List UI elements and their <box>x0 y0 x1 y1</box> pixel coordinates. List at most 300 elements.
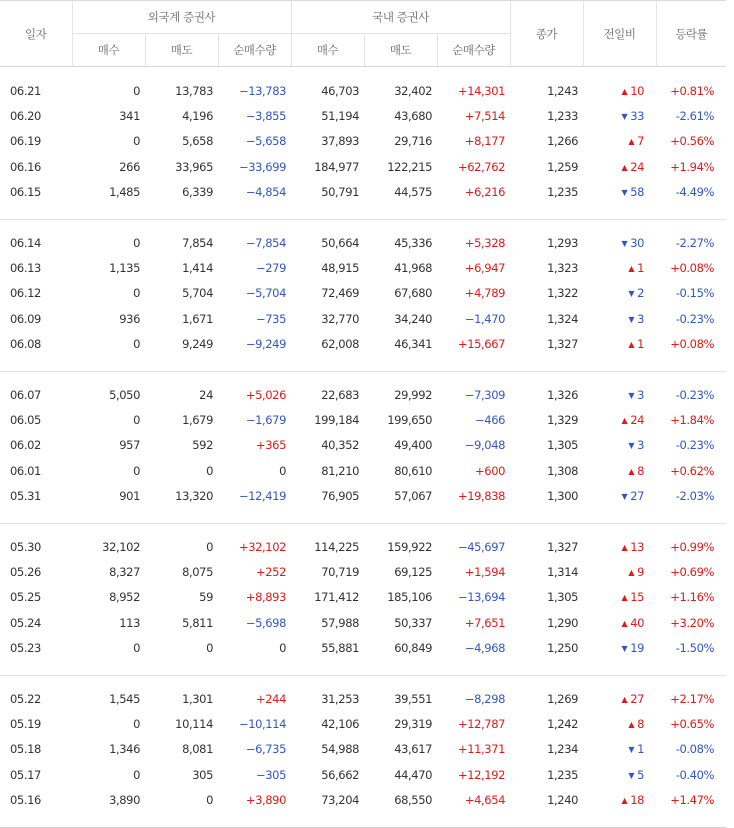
domestic-sell-cell: 69,125 <box>394 564 433 579</box>
header-date: 일자 <box>0 1 72 67</box>
foreign-net-cell: −10,114 <box>238 716 287 731</box>
foreign-buy-cell: 1,485 <box>109 185 140 200</box>
domestic-buy-cell: 32,770 <box>321 311 360 326</box>
change-value: 8 <box>637 716 645 731</box>
header-domestic-sell: 매도 <box>364 34 437 67</box>
date-cell: 06.13 <box>10 261 41 276</box>
domestic-buy-cell: 50,791 <box>321 185 360 200</box>
foreign-sell-cell: 10,114 <box>175 716 213 731</box>
domestic-buy-cell: 22,683 <box>321 387 360 402</box>
foreign-buy-cell: 341 <box>119 109 140 124</box>
change-value: 24 <box>630 412 645 427</box>
triangle-down-icon: ▼ <box>621 112 628 122</box>
foreign-net-cell: −12,419 <box>238 489 287 504</box>
date-cell: 05.25 <box>10 590 41 605</box>
rate-cell: -0.08% <box>675 742 715 757</box>
domestic-net-cell: −13,694 <box>457 590 506 605</box>
domestic-sell-cell: 41,968 <box>394 261 433 276</box>
foreign-buy-cell: 8,952 <box>109 590 140 605</box>
triangle-down-icon: ▼ <box>621 492 628 502</box>
domestic-sell-cell: 49,400 <box>394 438 433 453</box>
triangle-up-icon: ▲ <box>628 264 635 274</box>
domestic-sell-cell: 29,992 <box>394 387 433 402</box>
triangle-up-icon: ▲ <box>628 567 635 577</box>
foreign-net-cell: +32,102 <box>238 539 287 554</box>
date-cell: 05.30 <box>10 539 41 554</box>
close-price-cell: 1,250 <box>547 641 579 656</box>
domestic-buy-cell: 62,008 <box>321 337 360 352</box>
table-row <box>0 737 726 762</box>
table-row <box>0 433 726 458</box>
table-row <box>0 129 726 154</box>
triangle-up-icon: ▲ <box>628 466 635 476</box>
table-row <box>0 281 726 306</box>
domestic-buy-cell: 199,184 <box>314 412 360 427</box>
domestic-net-cell: +1,594 <box>464 564 506 579</box>
foreign-sell-cell: 5,658 <box>182 134 213 149</box>
close-price-cell: 1,305 <box>547 438 579 453</box>
group-divider <box>0 205 726 220</box>
close-price-cell: 1,293 <box>547 235 579 250</box>
domestic-sell-cell: 43,680 <box>394 109 433 124</box>
date-cell: 06.01 <box>10 463 41 478</box>
domestic-sell-cell: 34,240 <box>394 311 433 326</box>
domestic-net-cell: −4,968 <box>464 641 506 656</box>
rate-cell: +0.08% <box>670 337 715 352</box>
group-spacer <box>0 371 726 382</box>
table-body <box>0 67 726 828</box>
group-divider <box>0 813 726 828</box>
change-cell <box>583 332 656 357</box>
foreign-buy-cell: 113 <box>119 615 140 630</box>
date-cell: 05.31 <box>10 489 41 504</box>
rate-cell: -1.50% <box>675 641 715 656</box>
rate-cell: -0.23% <box>675 387 715 402</box>
domestic-net-cell: +4,789 <box>464 286 506 301</box>
change-value: 3 <box>637 311 645 326</box>
domestic-net-cell: +6,216 <box>464 185 506 200</box>
close-price-cell: 1,314 <box>547 564 579 579</box>
domestic-buy-cell: 72,469 <box>321 286 360 301</box>
triangle-up-icon: ▲ <box>621 796 628 806</box>
header-domestic-net: 순매수량 <box>437 34 510 67</box>
foreign-sell-cell: 24 <box>199 387 213 402</box>
domestic-sell-cell: 45,336 <box>394 235 433 250</box>
foreign-net-cell: −9,249 <box>245 337 287 352</box>
foreign-sell-cell: 7,854 <box>182 235 213 250</box>
domestic-sell-cell: 44,470 <box>394 767 433 782</box>
table-row <box>0 154 726 179</box>
triangle-up-icon: ▲ <box>621 162 628 172</box>
foreign-net-cell: +3,890 <box>245 793 287 808</box>
rate-cell: +0.56% <box>670 134 715 149</box>
triangle-down-icon: ▼ <box>621 238 628 248</box>
date-cell: 05.24 <box>10 615 41 630</box>
domestic-buy-cell: 76,905 <box>321 489 360 504</box>
table-row <box>0 534 726 559</box>
close-price-cell: 1,326 <box>547 387 579 402</box>
foreign-buy-cell: 0 <box>133 286 140 301</box>
domestic-buy-cell: 50,664 <box>321 235 360 250</box>
foreign-sell-cell: 59 <box>199 590 213 605</box>
rate-cell: +1.16% <box>670 590 715 605</box>
group-spacer <box>0 523 726 534</box>
domestic-net-cell: +62,762 <box>457 159 506 174</box>
domestic-buy-cell: 70,719 <box>321 564 360 579</box>
foreign-net-cell: −279 <box>256 261 287 276</box>
group-spacer <box>0 67 726 79</box>
close-price-cell: 1,242 <box>547 716 579 731</box>
change-cell <box>583 407 656 432</box>
table-row <box>0 787 726 812</box>
header-close: 종가 <box>510 1 583 67</box>
close-price-cell: 1,290 <box>547 615 579 630</box>
domestic-sell-cell: 199,650 <box>387 412 433 427</box>
foreign-buy-cell: 266 <box>119 159 140 174</box>
rate-cell: +0.65% <box>670 716 715 731</box>
domestic-net-cell: +11,371 <box>457 742 506 757</box>
change-cell <box>583 433 656 458</box>
foreign-net-cell: −1,679 <box>245 412 287 427</box>
close-price-cell: 1,243 <box>547 83 579 98</box>
foreign-buy-cell: 0 <box>133 337 140 352</box>
foreign-sell-cell: 1,414 <box>182 261 213 276</box>
change-cell <box>583 255 656 280</box>
change-value: 1 <box>637 742 645 757</box>
domestic-net-cell: −1,470 <box>464 311 506 326</box>
table-row <box>0 711 726 736</box>
foreign-sell-cell: 1,301 <box>182 691 213 706</box>
foreign-net-cell: +365 <box>256 438 287 453</box>
foreign-sell-cell: 1,679 <box>182 412 213 427</box>
date-cell: 05.22 <box>10 691 41 706</box>
change-value: 18 <box>630 793 645 808</box>
foreign-sell-cell: 8,075 <box>182 564 213 579</box>
foreign-buy-cell: 901 <box>119 489 140 504</box>
domestic-buy-cell: 37,893 <box>321 134 360 149</box>
domestic-buy-cell: 46,703 <box>321 83 360 98</box>
triangle-down-icon: ▼ <box>621 188 628 198</box>
table-row <box>0 332 726 357</box>
foreign-buy-cell: 0 <box>133 134 140 149</box>
domestic-net-cell: −9,048 <box>464 438 506 453</box>
change-cell <box>583 686 656 711</box>
domestic-net-cell: +14,301 <box>457 83 506 98</box>
domestic-buy-cell: 184,977 <box>314 159 360 174</box>
change-cell <box>583 737 656 762</box>
table-row <box>0 635 726 660</box>
rate-cell: +3.20% <box>670 615 715 630</box>
foreign-net-cell: 0 <box>279 641 287 656</box>
domestic-sell-cell: 60,849 <box>394 641 433 656</box>
table-row <box>0 78 726 103</box>
header-domestic-brokers: 국내 증권사 <box>291 1 510 34</box>
rate-cell: +1.94% <box>670 159 715 174</box>
domestic-net-cell: +7,514 <box>464 109 506 124</box>
foreign-buy-cell: 1,346 <box>109 742 140 757</box>
foreign-sell-cell: 5,704 <box>182 286 213 301</box>
header-rate: 등락률 <box>656 1 726 67</box>
domestic-sell-cell: 67,680 <box>394 286 433 301</box>
foreign-sell-cell: 305 <box>192 767 213 782</box>
date-cell: 05.19 <box>10 716 41 731</box>
domestic-buy-cell: 54,988 <box>321 742 360 757</box>
date-cell: 06.12 <box>10 286 41 301</box>
close-price-cell: 1,323 <box>547 261 579 276</box>
change-cell <box>583 534 656 559</box>
foreign-net-cell: −33,699 <box>238 159 287 174</box>
change-value: 3 <box>637 387 645 402</box>
foreign-sell-cell: 0 <box>206 539 213 554</box>
change-value: 1 <box>637 337 645 352</box>
change-value: 5 <box>637 767 645 782</box>
domestic-net-cell: +8,177 <box>464 134 506 149</box>
close-price-cell: 1,322 <box>547 286 579 301</box>
date-cell: 06.05 <box>10 412 41 427</box>
date-cell: 05.26 <box>10 564 41 579</box>
change-value: 7 <box>637 134 645 149</box>
domestic-buy-cell: 55,881 <box>321 641 360 656</box>
change-cell <box>583 103 656 128</box>
foreign-buy-cell: 936 <box>119 311 140 326</box>
domestic-net-cell: +6,947 <box>464 261 506 276</box>
table-row <box>0 382 726 407</box>
foreign-buy-cell: 0 <box>133 716 140 731</box>
foreign-net-cell: −5,704 <box>245 286 287 301</box>
triangle-up-icon: ▲ <box>628 137 635 147</box>
foreign-buy-cell: 0 <box>133 767 140 782</box>
group-spacer <box>0 219 726 230</box>
change-value: 13 <box>630 539 645 554</box>
triangle-up-icon: ▲ <box>621 415 628 425</box>
close-price-cell: 1,305 <box>547 590 579 605</box>
domestic-sell-cell: 122,215 <box>387 159 433 174</box>
domestic-sell-cell: 29,319 <box>394 716 433 731</box>
close-price-cell: 1,327 <box>547 337 579 352</box>
close-price-cell: 1,259 <box>547 159 579 174</box>
change-value: 8 <box>637 463 645 478</box>
foreign-buy-cell: 0 <box>133 463 140 478</box>
table-row <box>0 103 726 128</box>
domestic-buy-cell: 51,194 <box>321 109 360 124</box>
date-cell: 05.23 <box>10 641 41 656</box>
table-row <box>0 610 726 635</box>
domestic-sell-cell: 43,617 <box>394 742 433 757</box>
group-divider <box>0 357 726 372</box>
domestic-buy-cell: 171,412 <box>314 590 360 605</box>
domestic-net-cell: +5,328 <box>464 235 506 250</box>
domestic-buy-cell: 56,662 <box>321 767 360 782</box>
domestic-sell-cell: 80,610 <box>394 463 433 478</box>
change-value: 33 <box>630 109 645 124</box>
domestic-net-cell: −8,298 <box>464 691 506 706</box>
change-value: 9 <box>637 564 645 579</box>
domestic-buy-cell: 73,204 <box>321 793 360 808</box>
foreign-sell-cell: 13,320 <box>175 489 213 504</box>
foreign-buy-cell: 1,545 <box>109 691 140 706</box>
domestic-sell-cell: 32,402 <box>394 83 433 98</box>
close-price-cell: 1,329 <box>547 412 579 427</box>
rate-cell: -0.40% <box>675 767 715 782</box>
domestic-net-cell: +12,787 <box>457 716 506 731</box>
triangle-down-icon: ▼ <box>628 390 635 400</box>
table-row <box>0 686 726 711</box>
domestic-net-cell: +600 <box>475 463 506 478</box>
table-row <box>0 483 726 508</box>
rate-cell: -2.61% <box>675 109 715 124</box>
rate-cell: -0.23% <box>675 438 715 453</box>
foreign-net-cell: −13,783 <box>238 83 287 98</box>
foreign-sell-cell: 6,339 <box>182 185 213 200</box>
change-value: 30 <box>630 235 645 250</box>
header-change: 전일비 <box>583 1 656 67</box>
domestic-sell-cell: 185,106 <box>387 590 433 605</box>
change-cell <box>583 230 656 255</box>
foreign-buy-cell: 0 <box>133 412 140 427</box>
foreign-net-cell: −5,658 <box>245 134 287 149</box>
date-cell: 06.02 <box>10 438 41 453</box>
foreign-sell-cell: 8,081 <box>182 742 213 757</box>
header-domestic-buy: 매수 <box>291 34 364 67</box>
foreign-buy-cell: 0 <box>133 235 140 250</box>
domestic-net-cell: +7,651 <box>464 615 506 630</box>
close-price-cell: 1,327 <box>547 539 579 554</box>
foreign-net-cell: +8,893 <box>245 590 287 605</box>
triangle-down-icon: ▼ <box>628 745 635 755</box>
table-row <box>0 762 726 787</box>
date-cell: 06.07 <box>10 387 41 402</box>
table-row <box>0 559 726 584</box>
foreign-net-cell: −6,735 <box>245 742 287 757</box>
triangle-up-icon: ▲ <box>621 593 628 603</box>
change-cell <box>583 281 656 306</box>
date-cell: 06.09 <box>10 311 41 326</box>
date-cell: 06.16 <box>10 159 41 174</box>
change-cell <box>583 382 656 407</box>
change-value: 15 <box>630 590 645 605</box>
change-cell <box>583 635 656 660</box>
domestic-sell-cell: 50,337 <box>394 615 433 630</box>
table-row <box>0 180 726 205</box>
change-cell <box>583 483 656 508</box>
table-row <box>0 230 726 255</box>
change-cell <box>583 559 656 584</box>
change-cell <box>583 78 656 103</box>
domestic-sell-cell: 46,341 <box>394 337 433 352</box>
close-price-cell: 1,324 <box>547 311 579 326</box>
table-row <box>0 407 726 432</box>
triangle-down-icon: ▼ <box>628 314 635 324</box>
change-cell <box>583 458 656 483</box>
domestic-buy-cell: 81,210 <box>321 463 360 478</box>
domestic-net-cell: +4,654 <box>464 793 506 808</box>
triangle-up-icon: ▲ <box>621 618 628 628</box>
triangle-down-icon: ▼ <box>628 289 635 299</box>
group-spacer <box>0 675 726 686</box>
header-row-top <box>0 1 726 34</box>
change-value: 58 <box>630 185 645 200</box>
close-price-cell: 1,234 <box>547 742 579 757</box>
domestic-sell-cell: 44,575 <box>394 185 433 200</box>
rate-cell: +0.81% <box>670 83 715 98</box>
close-price-cell: 1,240 <box>547 793 579 808</box>
rate-cell: +0.99% <box>670 539 715 554</box>
rate-cell: +0.08% <box>670 261 715 276</box>
foreign-buy-cell: 8,327 <box>109 564 140 579</box>
foreign-net-cell: +5,026 <box>245 387 287 402</box>
date-cell: 06.20 <box>10 109 41 124</box>
change-value: 24 <box>630 159 645 174</box>
foreign-net-cell: +244 <box>256 691 287 706</box>
group-divider <box>0 661 726 676</box>
close-price-cell: 1,269 <box>547 691 579 706</box>
foreign-sell-cell: 9,249 <box>182 337 213 352</box>
foreign-net-cell: −7,854 <box>245 235 287 250</box>
triangle-up-icon: ▲ <box>621 694 628 704</box>
foreign-net-cell: +252 <box>256 564 287 579</box>
header-foreign-net: 순매수량 <box>218 34 291 67</box>
rate-cell: -4.49% <box>675 185 715 200</box>
rate-cell: -0.23% <box>675 311 715 326</box>
triangle-down-icon: ▼ <box>628 770 635 780</box>
rate-cell: +2.17% <box>670 691 715 706</box>
change-cell <box>583 306 656 331</box>
date-cell: 05.16 <box>10 793 41 808</box>
group-divider <box>0 509 726 524</box>
foreign-sell-cell: 0 <box>206 641 213 656</box>
foreign-buy-cell: 1,135 <box>109 261 140 276</box>
change-cell <box>583 762 656 787</box>
change-value: 3 <box>637 438 645 453</box>
domestic-net-cell: −7,309 <box>464 387 506 402</box>
foreign-sell-cell: 0 <box>206 793 213 808</box>
change-value: 27 <box>630 691 645 706</box>
triangle-down-icon: ▼ <box>628 441 635 451</box>
domestic-buy-cell: 42,106 <box>321 716 360 731</box>
domestic-net-cell: −466 <box>475 412 506 427</box>
rate-cell: +0.69% <box>670 564 715 579</box>
date-cell: 05.17 <box>10 767 41 782</box>
table-row <box>0 306 726 331</box>
rate-cell: -0.15% <box>675 286 715 301</box>
foreign-net-cell: −735 <box>256 311 287 326</box>
change-value: 27 <box>630 489 645 504</box>
date-cell: 06.14 <box>10 235 41 250</box>
rate-cell: -2.27% <box>675 235 715 250</box>
triangle-up-icon: ▲ <box>628 340 635 350</box>
change-value: 40 <box>630 615 645 630</box>
date-cell: 06.21 <box>10 83 41 98</box>
foreign-net-cell: −5,698 <box>245 615 287 630</box>
change-value: 2 <box>637 286 645 301</box>
change-cell <box>583 154 656 179</box>
foreign-buy-cell: 957 <box>119 438 140 453</box>
triangle-up-icon: ▲ <box>621 86 628 96</box>
foreign-net-cell: −3,855 <box>245 109 287 124</box>
close-price-cell: 1,235 <box>547 185 579 200</box>
change-cell <box>583 129 656 154</box>
foreign-sell-cell: 0 <box>206 463 213 478</box>
change-cell <box>583 610 656 635</box>
domestic-sell-cell: 39,551 <box>394 691 433 706</box>
change-value: 19 <box>630 641 645 656</box>
rate-cell: +0.62% <box>670 463 715 478</box>
foreign-sell-cell: 33,965 <box>175 159 213 174</box>
rate-cell: -2.03% <box>675 489 715 504</box>
domestic-buy-cell: 114,225 <box>314 539 360 554</box>
date-cell: 06.15 <box>10 185 41 200</box>
domestic-sell-cell: 159,922 <box>387 539 433 554</box>
